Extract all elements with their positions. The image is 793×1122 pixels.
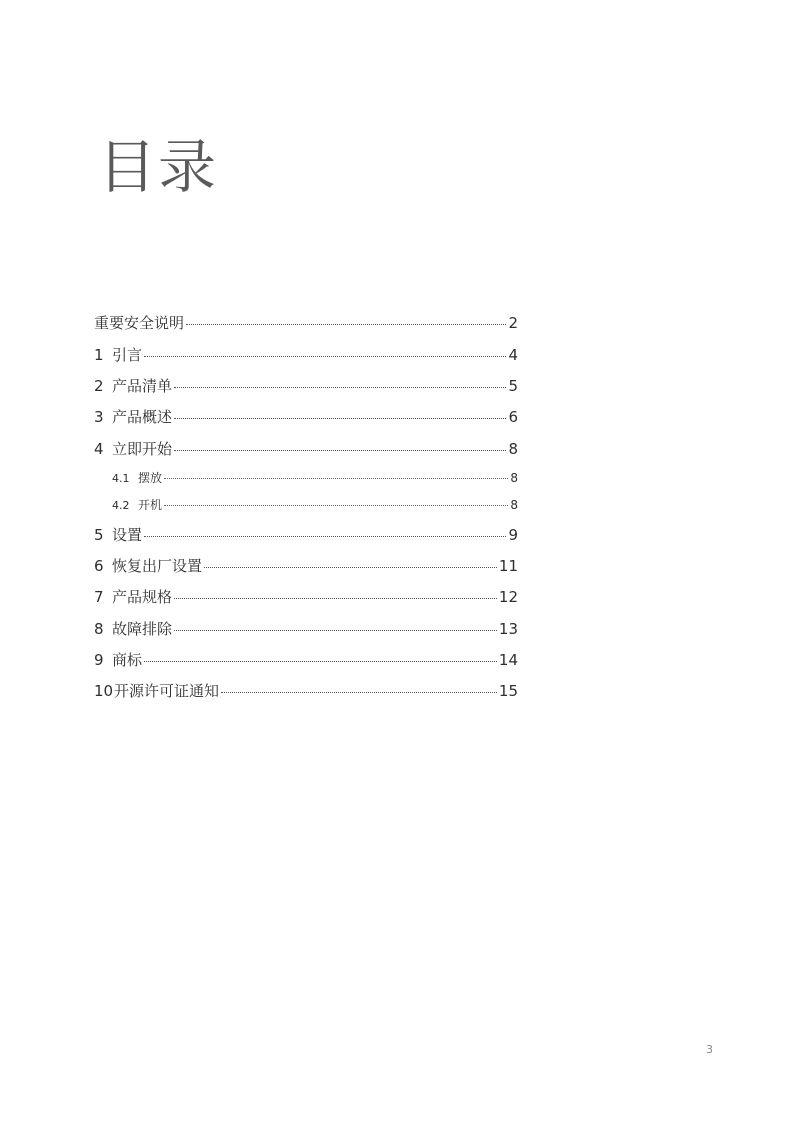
toc-entry-open-source-notice[interactable] bbox=[94, 680, 518, 701]
toc-dot-leader bbox=[164, 505, 508, 506]
toc-entry-label: 故障排除 bbox=[112, 620, 173, 638]
toc-dot-leader bbox=[144, 661, 497, 662]
toc-entry-label: 立即开始 bbox=[112, 440, 173, 458]
toc-dot-leader bbox=[164, 478, 508, 479]
toc-entry-label: 重要安全说明 bbox=[94, 314, 185, 332]
toc-dot-leader bbox=[174, 598, 497, 599]
toc-dot-leader bbox=[174, 450, 506, 451]
toc-entry-settings[interactable] bbox=[94, 524, 518, 545]
toc-entry-page: 12 bbox=[498, 588, 518, 606]
toc-entry-page: 5 bbox=[508, 377, 518, 395]
toc-entry-label: 商标 bbox=[112, 651, 143, 669]
toc-entry-product-overview[interactable] bbox=[94, 406, 518, 427]
toc-entry-page: 4 bbox=[508, 346, 518, 364]
toc-entry-page: 13 bbox=[498, 620, 518, 638]
toc-subentry-power-on[interactable] bbox=[94, 496, 518, 513]
toc-entry-number: 8 bbox=[94, 620, 104, 638]
toc-entry-label: 设置 bbox=[112, 526, 143, 544]
toc-entry-number: 2 bbox=[94, 377, 104, 395]
toc-dot-leader bbox=[221, 692, 497, 693]
toc-dot-leader bbox=[144, 536, 506, 537]
toc-entry-factory-reset[interactable] bbox=[94, 555, 518, 576]
toc-entry-number: 3 bbox=[94, 408, 104, 426]
toc-entry-page: 8 bbox=[510, 471, 518, 485]
toc-dot-leader bbox=[186, 324, 506, 325]
toc-entry-label: 开源许可证通知 bbox=[114, 682, 220, 700]
toc-entry-number: 1 bbox=[94, 346, 104, 364]
toc-dot-leader bbox=[174, 630, 497, 631]
toc-entry-page: 2 bbox=[508, 314, 518, 332]
page-title: 目录 bbox=[98, 133, 219, 201]
toc-entry-number: 4.1 bbox=[112, 472, 130, 485]
toc-entry-label: 产品概述 bbox=[112, 408, 173, 426]
toc-entry-label: 开机 bbox=[138, 498, 163, 512]
toc-entry-troubleshooting[interactable] bbox=[94, 618, 518, 639]
toc-entry-page: 6 bbox=[508, 408, 518, 426]
toc-entry-page: 8 bbox=[510, 498, 518, 512]
toc-entry-number: 5 bbox=[94, 526, 104, 544]
toc-entry-introduction[interactable] bbox=[94, 344, 518, 365]
toc-entry-specifications[interactable] bbox=[94, 586, 518, 607]
toc-entry-number: 9 bbox=[94, 651, 104, 669]
toc-entry-package-contents[interactable] bbox=[94, 375, 518, 396]
toc-entry-page: 15 bbox=[498, 682, 518, 700]
toc-entry-label: 产品清单 bbox=[112, 377, 173, 395]
toc-entry-label: 引言 bbox=[112, 346, 143, 364]
toc-entry-safety[interactable] bbox=[94, 312, 518, 333]
toc-entry-number: 6 bbox=[94, 557, 104, 575]
toc-entry-page: 8 bbox=[508, 440, 518, 458]
toc-entry-page: 11 bbox=[498, 557, 518, 575]
toc-entry-getting-started[interactable] bbox=[94, 438, 518, 459]
toc-dot-leader bbox=[204, 567, 497, 568]
toc-dot-leader bbox=[174, 387, 506, 388]
toc-subentry-placement[interactable] bbox=[94, 469, 518, 486]
toc-entry-number: 10 bbox=[94, 682, 114, 700]
toc-entry-trademarks[interactable] bbox=[94, 649, 518, 670]
toc-entry-number: 4 bbox=[94, 440, 104, 458]
toc-entry-label: 恢复出厂设置 bbox=[112, 557, 203, 575]
toc-dot-leader bbox=[144, 356, 506, 357]
toc-entry-label: 摆放 bbox=[138, 471, 163, 485]
toc-entry-number: 4.2 bbox=[112, 499, 130, 512]
toc-entry-page: 14 bbox=[498, 651, 518, 669]
toc-entry-number: 7 bbox=[94, 588, 104, 606]
page-number: 3 bbox=[706, 1043, 713, 1056]
toc-entry-label: 产品规格 bbox=[112, 588, 173, 606]
toc-entry-page: 9 bbox=[508, 526, 518, 544]
toc-dot-leader bbox=[174, 418, 506, 419]
